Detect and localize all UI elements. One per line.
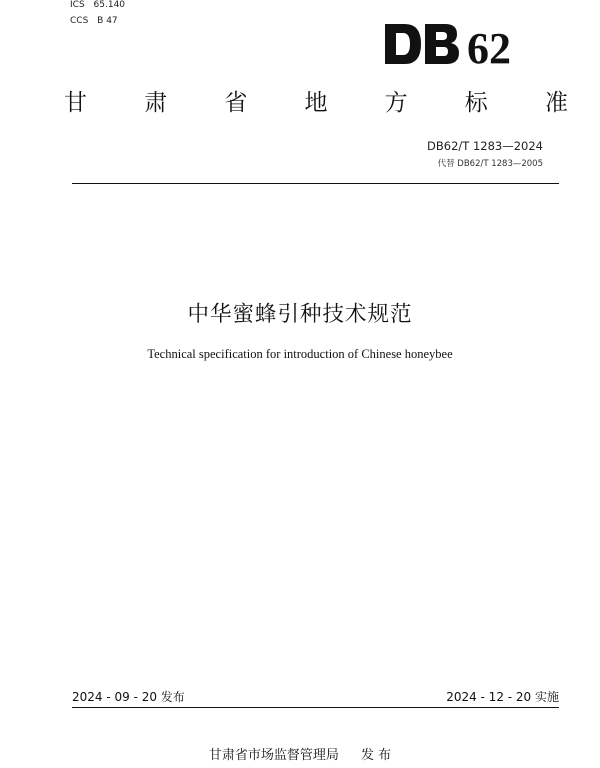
- publisher-line: [0, 744, 600, 763]
- title-english: Technical specification for introduction of Chinese honeybee: [147, 347, 453, 361]
- ccs-value: B 47: [97, 16, 118, 26]
- authority-char: 甘: [64, 90, 87, 116]
- ics-code: [70, 0, 125, 11]
- authority-char: 省: [224, 90, 248, 116]
- title-chinese: 中华蜜蜂引种技术规范: [187, 302, 413, 327]
- authority-char: 准: [544, 90, 568, 116]
- svg-text:62: 62: [467, 24, 511, 68]
- authority-char: 方: [384, 90, 408, 116]
- ics-value: 65.140: [93, 0, 126, 10]
- replaces-standard: 代替 DB62/T 1283—2005: [437, 159, 543, 169]
- authority-char: 地: [304, 90, 328, 116]
- publisher-name: 甘肃省市场监督管理局: [208, 748, 339, 763]
- authority-char: 肃: [144, 90, 168, 116]
- implementation-date: 2024 - 12 - 20 实施: [446, 690, 559, 704]
- top-divider: [72, 183, 559, 184]
- authority-heading: [64, 86, 568, 120]
- ics-label: ICS: [70, 0, 85, 10]
- bottom-divider: [72, 707, 559, 708]
- issue-date: 2024 - 09 - 20 发布: [72, 690, 185, 704]
- db62-logo: [383, 20, 523, 68]
- ccs-label: CCS: [70, 16, 89, 26]
- authority-char: 标: [464, 90, 488, 116]
- ccs-code: [70, 16, 118, 27]
- publisher-action: 发 布: [360, 748, 392, 763]
- standard-number: DB62/T 1283—2024: [427, 139, 543, 153]
